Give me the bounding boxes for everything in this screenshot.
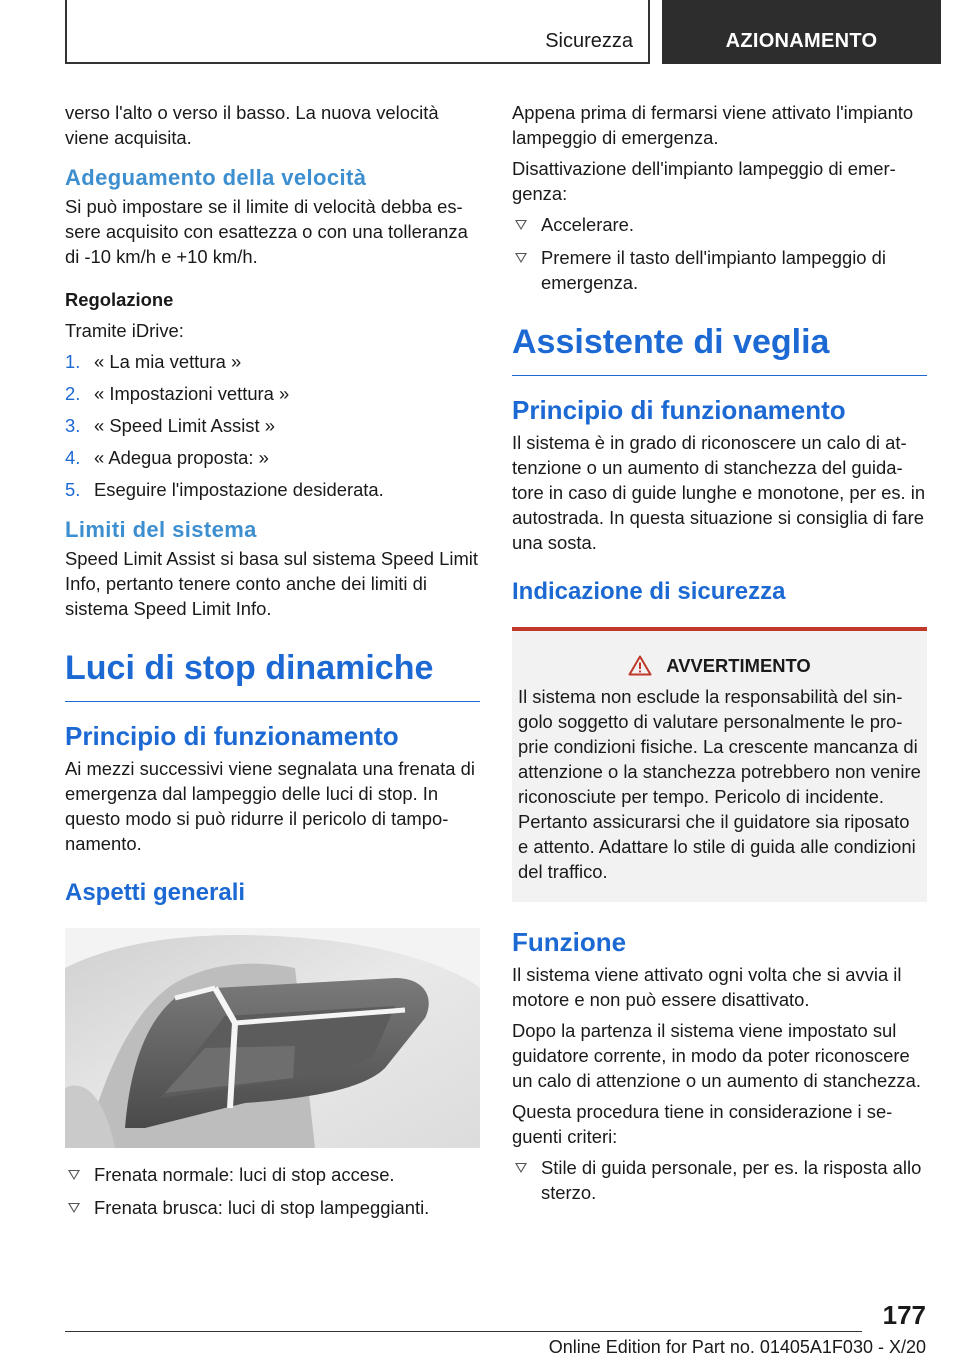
principio-paragraph-right: Il sistema è in grado di riconoscere un calo di attenzione o un aumento di stanchezza del guidatore in caso di guide lunghe e monotone, per es. in autostrada. In questa situazione si consiglia di fare una sosta. (512, 432, 926, 553)
heading-indicazione: Indicazione di sicurezza (512, 578, 786, 605)
criteria-bullets-list (512, 1155, 927, 1205)
triangle-down-icon (68, 1170, 80, 1180)
step-text: « La mia vettura » (94, 351, 242, 372)
list-item (65, 477, 480, 502)
list-item (512, 1155, 927, 1205)
warning-title-row (518, 653, 921, 678)
intro-paragraph: verso l'alto o verso il basso. La nuova velocità viene acquisita. (65, 102, 439, 148)
step-number: 4. (65, 447, 81, 468)
bullet-text: Stile di guida personale, per es. la risposta allo sterzo. (541, 1157, 922, 1203)
adeguamento-paragraph: Si può impostare se il limite di velocità debba essere acquisito con esattezza o con una tolleranza di -10 km/h e +10 km/h. (65, 196, 468, 267)
idrive-paragraph: Tramite iDrive: (65, 320, 184, 341)
heading-assistente: Assistente di veglia (512, 321, 927, 376)
header-chapter-tab (662, 0, 941, 64)
right-column (512, 100, 927, 1213)
list-item (65, 413, 480, 438)
heading-regolazione: Regolazione (65, 289, 174, 310)
list-item (512, 245, 927, 295)
idrive-steps-list (65, 349, 480, 502)
warning-title: AVVERTIMENTO (666, 655, 811, 676)
header-section-label: Sicurezza (545, 30, 633, 52)
triangle-down-icon (515, 253, 527, 263)
bullet-text: Frenata normale: luci di stop accese. (94, 1164, 395, 1185)
bullet-text: Accelerare. (541, 214, 635, 235)
limiti-paragraph: Speed Limit Assist si basa sul sistema Speed Limit Info, pertanto tenere conto anche dei limiti di sistema Speed Limit Info. (65, 548, 478, 619)
bullet-text: Premere il tasto dell'impianto lampeggio di emergenza. (541, 247, 886, 293)
footer-divider (65, 1331, 862, 1332)
header-section-box (65, 0, 650, 64)
funzione-paragraph-3: Questa procedura tiene in considerazione i seguenti criteri: (512, 1101, 893, 1147)
bullet-text: Frenata brusca: luci di stop lampeggianti. (94, 1197, 430, 1218)
tail-light-illustration (65, 928, 480, 1148)
heading-adeguamento: Adeguamento della velocità (65, 165, 367, 190)
step-text: « Impostazioni vettura » (94, 383, 290, 404)
right-paragraph-1: Appena prima di fermarsi viene attivato l'impianto lampeggio di emergenza. (512, 102, 914, 148)
triangle-down-icon (68, 1203, 80, 1213)
list-item (65, 1162, 480, 1187)
heading-luci-stop: Luci di stop dinamiche (65, 647, 480, 702)
heading-funzione: Funzione (512, 927, 627, 957)
step-number: 1. (65, 351, 81, 372)
header-chapter-label: AZIONAMENTO (725, 30, 878, 52)
step-text: « Speed Limit Assist » (94, 415, 275, 436)
step-number: 5. (65, 479, 81, 500)
deactivation-bullets-list (512, 212, 927, 295)
list-item (65, 1195, 480, 1220)
step-text: « Adegua proposta: » (94, 447, 269, 468)
heading-principio-left: Principio di funzionamento (65, 721, 399, 751)
warning-box (512, 627, 927, 902)
heading-limiti: Limiti del sistema (65, 517, 257, 542)
funzione-paragraph-1: Il sistema viene attivato ogni volta che si avvia il motore e non può essere disattivato. (512, 964, 902, 1010)
heading-aspetti: Aspetti generali (65, 879, 246, 906)
list-item (65, 445, 480, 470)
step-number: 3. (65, 415, 81, 436)
left-column (65, 100, 480, 1228)
warning-text: Il sistema non esclude la responsabilità del singolo soggetto di valutare personalmente le proprie condizioni fisiche. La crescente mancanza di attenzione o la stanchezza potrebbero non venire riconosciute per tempo. Pericolo di incidente. Pertanto assicurarsi che il guidatore sia riposato e attento. Adattare lo stile di guida alle condizioni del traffico. (518, 686, 921, 882)
step-number: 2. (65, 383, 81, 404)
tail-light-image (65, 928, 480, 1148)
footer-edition: Online Edition for Part no. 01405A1F030 - X/20 (548, 1337, 926, 1357)
warning-triangle-icon (628, 655, 652, 676)
funzione-paragraph-2: Dopo la partenza il sistema viene impostato sul guidatore corrente, in modo da poter riconoscere un calo di attenzione o un aumento di stanchezza. (512, 1020, 921, 1091)
list-item (65, 349, 480, 374)
triangle-down-icon (515, 1163, 527, 1173)
list-item (65, 381, 480, 406)
principio-paragraph-left: Ai mezzi successivi viene segnalata una frenata di emergenza dal lampeggio delle luci di stop. In questo modo si può ridurre il pericolo di tamponamento. (65, 758, 475, 854)
list-item (512, 212, 927, 237)
triangle-down-icon (515, 220, 527, 230)
right-paragraph-2: Disattivazione dell'impianto lampeggio di emergenza: (512, 158, 896, 204)
step-text: Eseguire l'impostazione desiderata. (94, 479, 384, 500)
brake-bullets-list (65, 1162, 480, 1220)
page-number: 177 (882, 1300, 926, 1330)
heading-principio-right: Principio di funzionamento (512, 395, 846, 425)
